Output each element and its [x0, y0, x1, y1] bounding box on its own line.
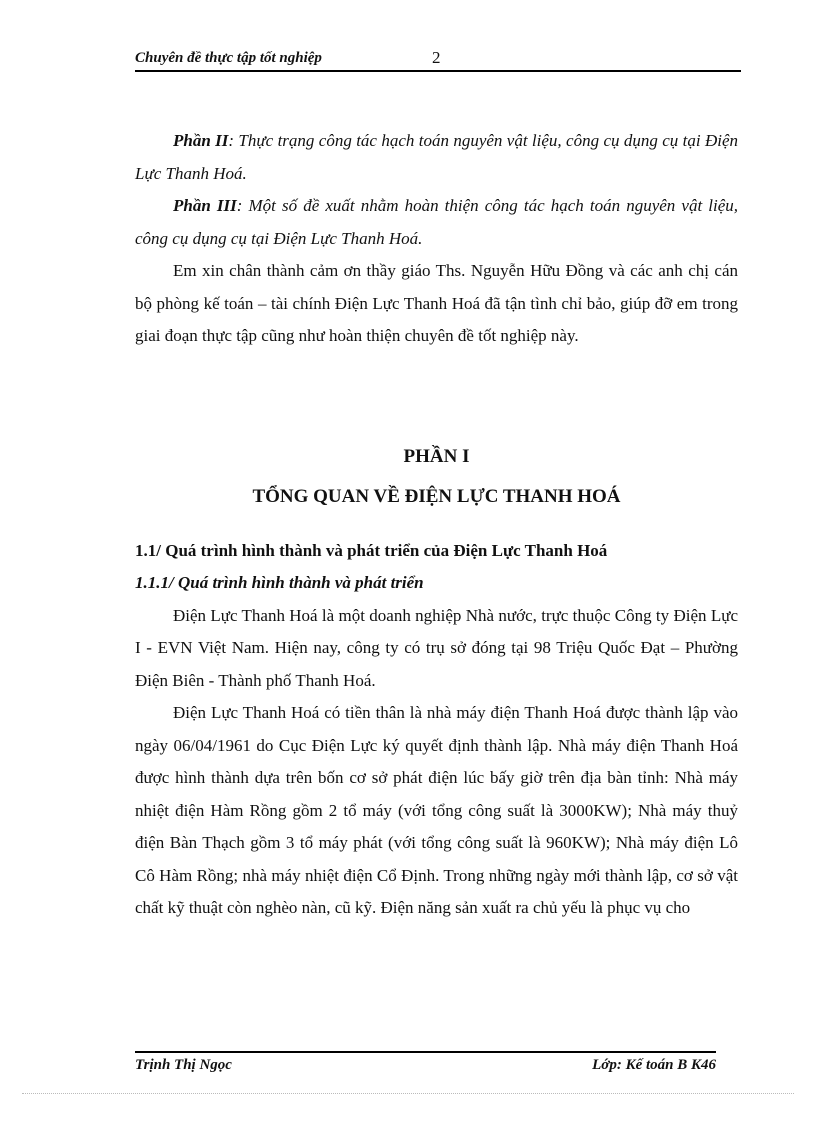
part3-label: Phần III: [173, 196, 237, 215]
subsection-heading: 1.1.1/ Quá trình hình thành và phát triển: [135, 573, 424, 592]
intro-part2-paragraph: [135, 125, 738, 190]
page-bottom-dotted-line: [22, 1093, 794, 1094]
part1-label: PHẦN I: [403, 445, 470, 467]
footer-author: Trịnh Thị Ngọc: [135, 1057, 232, 1073]
page-number: 2: [432, 48, 441, 67]
footer-class: Lớp: Kế toán B K46: [592, 1057, 716, 1073]
part1-title: TỔNG QUAN VỀ ĐIỆN LỰC THANH HOÁ: [252, 485, 621, 507]
part2-text: : Thực trạng công tác hạch toán nguyên vật liệu, công cụ dụng cụ tại Điện Lực Thanh Hoá.: [135, 131, 738, 183]
intro-part3-paragraph: [135, 190, 738, 255]
body-paragraph-2: Điện Lực Thanh Hoá có tiền thân là nhà máy điện Thanh Hoá được thành lập vào ngày 06/04/1961 do Cục Điện Lực ký quyết định thành lập. Nhà máy điện Thanh Hoá được hình thành dựa trên bốn cơ sở phát điện lúc bấy giờ trên địa bàn tỉnh: Nhà máy nhiệt điện Hàm Rồng gồm 2 tổ máy (với tổng công suất là 3000KW); Nhà máy thuỷ điện Bàn Thạch gồm 3 tổ máy phát (với tổng công suất là 960KW); Nhà máy điện Lô Cô Hàm Rồng; nhà máy nhiệt điện Cổ Định. Trong những ngày mới thành lập, cơ sở vật chất kỹ thuật còn nghèo nàn, cũ kỹ. Điện năng sản xuất ra chủ yếu là phục vụ cho: [135, 703, 738, 917]
part2-label: Phần II: [173, 131, 229, 150]
part3-text: : Một số đề xuất nhằm hoàn thiện công tác hạch toán nguyên vật liệu, công cụ dụng cụ tại Điện Lực Thanh Hoá.: [135, 196, 739, 248]
thanks-paragraph: Em xin chân thành cảm ơn thầy giáo Ths. Nguyễn Hữu Đồng và các anh chị cán bộ phòng kế toán – tài chính Điện Lực Thanh Hoá đã tận tình chỉ bảo, giúp đỡ em trong giai đoạn thực tập cũng như hoàn thiện chuyên đề tốt nghiệp này.: [135, 261, 738, 345]
page-footer: [135, 1051, 716, 1079]
section-heading: 1.1/ Quá trình hình thành và phát triển của Điện Lực Thanh Hoá: [135, 540, 608, 560]
body-paragraph-1: Điện Lực Thanh Hoá là một doanh nghiệp Nhà nước, trực thuộc Công ty Điện Lực I - EVN Việt Nam. Hiện nay, công ty có trụ sở đóng tại 98 Triệu Quốc Đạt – Phường Điện Biên - Thành phố Thanh Hoá.: [135, 605, 738, 690]
page-content: [135, 125, 738, 925]
page-header: [135, 48, 741, 72]
document-title: Chuyên đề thực tập tốt nghiệp: [135, 50, 322, 66]
